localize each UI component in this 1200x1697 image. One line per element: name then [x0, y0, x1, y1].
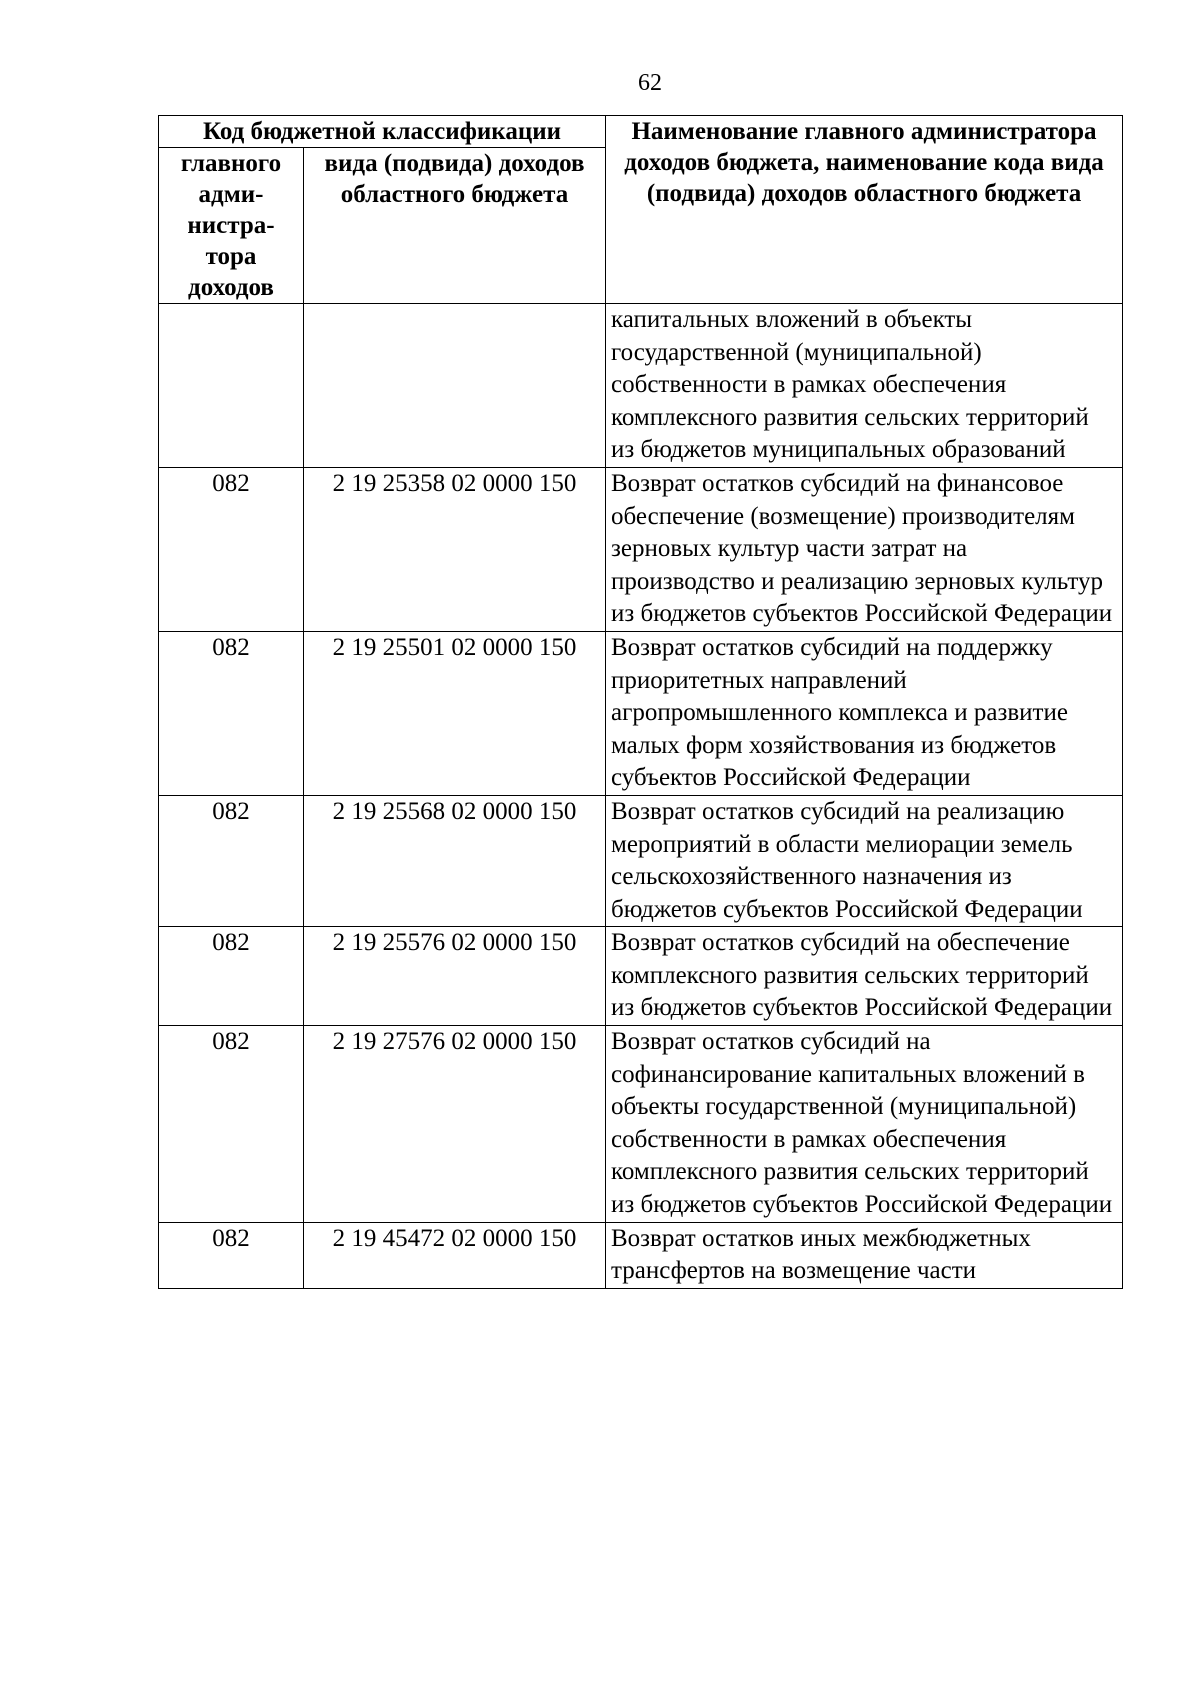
- cell-admin: 082: [159, 467, 304, 631]
- table-row: [159, 467, 1123, 631]
- budget-classification-table: [158, 115, 1123, 1289]
- cell-admin: 082: [159, 795, 304, 926]
- header-code-group: Код бюджетной классификации: [159, 116, 606, 148]
- cell-name: капитальных вложений в объекты государственной (муниципальной) собственности в рамках обеспечения комплексного развития сельских территорий из бюджетов муниципальных образований: [606, 304, 1123, 468]
- cell-name: Возврат остатков субсидий на реализацию мероприятий в области мелиорации земель сельскохозяйственного назначения из бюджетов субъектов Российской Федерации: [606, 795, 1123, 926]
- table-row: [159, 304, 1123, 468]
- header-code: вида (подвида) доходов областного бюджета: [304, 148, 606, 304]
- cell-admin: 082: [159, 1026, 304, 1223]
- table-row: [159, 1026, 1123, 1223]
- cell-code: 2 19 27576 02 0000 150: [304, 1026, 606, 1223]
- cell-code: 2 19 25501 02 0000 150: [304, 631, 606, 795]
- page-number: 62: [638, 70, 662, 96]
- table-row: [159, 631, 1123, 795]
- cell-admin: 082: [159, 631, 304, 795]
- cell-admin: [159, 304, 304, 468]
- cell-code: 2 19 45472 02 0000 150: [304, 1222, 606, 1288]
- cell-name: Возврат остатков субсидий на поддержку приоритетных направлений агропромышленного комплекса и развитие малых форм хозяйствования из бюджетов субъектов Российской Федерации: [606, 631, 1123, 795]
- cell-name: Возврат остатков субсидий на обеспечение комплексного развития сельских территорий из бюджетов субъектов Российской Федерации: [606, 927, 1123, 1026]
- cell-admin: 082: [159, 1222, 304, 1288]
- header-admin: главного адми- нистра- тора доходов: [159, 148, 304, 304]
- header-row-group: [159, 116, 1123, 148]
- cell-name: Возврат остатков субсидий на финансовое обеспечение (возмещение) производителям зерновых культур части затрат на производство и реализацию зерновых культур из бюджетов субъектов Российской Федерации: [606, 467, 1123, 631]
- cell-code: 2 19 25568 02 0000 150: [304, 795, 606, 926]
- cell-code: 2 19 25358 02 0000 150: [304, 467, 606, 631]
- cell-name: Возврат остатков субсидий на софинансирование капитальных вложений в объекты государственной (муниципальной) собственности в рамках обеспечения комплексного развития сельских территорий из бюджетов субъектов Российской Федерации: [606, 1026, 1123, 1223]
- cell-admin: 082: [159, 927, 304, 1026]
- cell-code: 2 19 25576 02 0000 150: [304, 927, 606, 1026]
- cell-code: [304, 304, 606, 468]
- table-row: [159, 795, 1123, 926]
- cell-name: Возврат остатков иных межбюджетных трансфертов на возмещение части: [606, 1222, 1123, 1288]
- table-row: [159, 927, 1123, 1026]
- header-name: Наименование главного администратора доходов бюджета, наименование кода вида (подвида) доходов областного бюджета: [606, 116, 1123, 304]
- table-row: [159, 1222, 1123, 1288]
